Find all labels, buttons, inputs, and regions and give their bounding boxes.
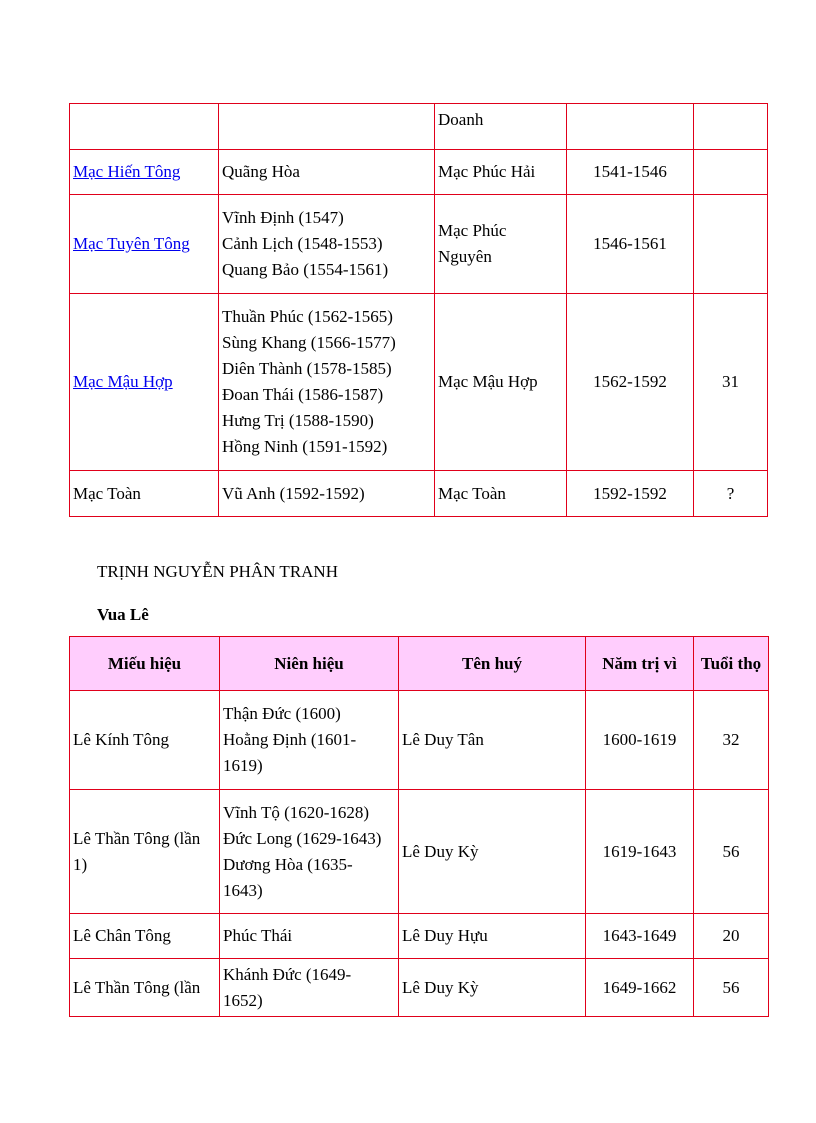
ten-huy-cell: Mạc Toàn — [435, 471, 567, 517]
tuoi-tho-cell: 31 — [694, 294, 768, 471]
tuoi-tho-cell: 56 — [694, 790, 769, 914]
mieu-hieu-cell: Lê Thần Tông (lần 1) — [70, 790, 220, 914]
ten-huy-cell: Lê Duy Kỳ — [399, 790, 586, 914]
table-row — [70, 691, 769, 790]
king-link-mac-hien-tong[interactable]: Mạc Hiến Tông — [73, 162, 181, 181]
table-row — [70, 959, 769, 1017]
tuoi-tho-cell: 56 — [694, 959, 769, 1017]
mieu-hieu-cell: Mạc Toàn — [70, 471, 219, 517]
nam-tri-vi-cell: 1649-1662 — [586, 959, 694, 1017]
tuoi-tho-cell — [694, 150, 768, 195]
ten-huy-cell: Lê Duy Kỳ — [399, 959, 586, 1017]
column-header-tuoi-tho: Tuổi thọ — [694, 637, 769, 691]
mieu-hieu-cell: Lê Kính Tông — [70, 691, 220, 790]
subsection-title: Vua Lê — [97, 605, 149, 624]
column-header-mieu-hieu: Miếu hiệu — [70, 637, 220, 691]
ten-huy-cell: Mạc Mậu Hợp — [435, 294, 567, 471]
table-row — [70, 790, 769, 914]
ten-huy-cell: Mạc Phúc Nguyên — [435, 195, 567, 294]
nam-tri-vi-cell: 1643-1649 — [586, 914, 694, 959]
nien-hieu-cell: Phúc Thái — [220, 914, 399, 959]
table-row — [70, 914, 769, 959]
mieu-hieu-cell — [70, 294, 219, 471]
column-header-nien-hieu: Niên hiệu — [220, 637, 399, 691]
table-header-row — [70, 637, 769, 691]
mieu-hieu-cell — [70, 195, 219, 294]
nam-tri-vi-cell: 1541-1546 — [567, 150, 694, 195]
table-row — [70, 471, 768, 517]
nam-tri-vi-cell: 1562-1592 — [567, 294, 694, 471]
nien-hieu-cell: Vĩnh Tộ (1620-1628) Đức Long (1629-1643) Dương Hòa (1635- 1643) — [220, 790, 399, 914]
nien-hieu-cell: Vũ Anh (1592-1592) — [219, 471, 435, 517]
tuoi-tho-cell — [694, 104, 768, 150]
le-kings-table — [69, 636, 769, 1017]
tuoi-tho-cell: 20 — [694, 914, 769, 959]
nam-tri-vi-cell: 1600-1619 — [586, 691, 694, 790]
section-title: TRỊNH NGUYỄN PHÂN TRANH — [97, 562, 338, 581]
nam-tri-vi-cell — [567, 104, 694, 150]
table-row — [70, 294, 768, 471]
nien-hieu-cell: Thận Đức (1600) Hoằng Định (1601- 1619) — [220, 691, 399, 790]
tuoi-tho-cell: ? — [694, 471, 768, 517]
nien-hieu-cell — [219, 104, 435, 150]
tuoi-tho-cell: 32 — [694, 691, 769, 790]
ten-huy-cell: Lê Duy Tân — [399, 691, 586, 790]
table-row — [70, 195, 768, 294]
ten-huy-cell: Doanh — [435, 104, 567, 150]
nien-hieu-cell: Thuần Phúc (1562-1565) Sùng Khang (1566-1577) Diên Thành (1578-1585) Đoan Thái (1586-1587) Hưng Trị (1588-1590) Hồng Ninh (1591-1592) — [219, 294, 435, 471]
nam-tri-vi-cell: 1619-1643 — [586, 790, 694, 914]
mieu-hieu-cell: Lê Thần Tông (lần — [70, 959, 220, 1017]
king-link-mac-mau-hop[interactable]: Mạc Mậu Hợp — [73, 372, 173, 391]
table-row — [70, 104, 768, 150]
ten-huy-cell: Mạc Phúc Hải — [435, 150, 567, 195]
nien-hieu-cell: Quãng Hòa — [219, 150, 435, 195]
mieu-hieu-cell — [70, 104, 219, 150]
ten-huy-cell: Lê Duy Hựu — [399, 914, 586, 959]
nien-hieu-cell: Khánh Đức (1649- 1652) — [220, 959, 399, 1017]
nam-tri-vi-cell: 1592-1592 — [567, 471, 694, 517]
mieu-hieu-cell: Lê Chân Tông — [70, 914, 220, 959]
king-link-mac-tuyen-tong[interactable]: Mạc Tuyên Tông — [73, 234, 190, 253]
column-header-ten-huy: Tên huý — [399, 637, 586, 691]
tuoi-tho-cell — [694, 195, 768, 294]
mac-dynasty-table — [69, 103, 768, 517]
nien-hieu-cell: Vĩnh Định (1547) Cảnh Lịch (1548-1553) Quang Bảo (1554-1561) — [219, 195, 435, 294]
nam-tri-vi-cell: 1546-1561 — [567, 195, 694, 294]
table-row — [70, 150, 768, 195]
column-header-nam-tri-vi: Năm trị vì — [586, 637, 694, 691]
mieu-hieu-cell — [70, 150, 219, 195]
